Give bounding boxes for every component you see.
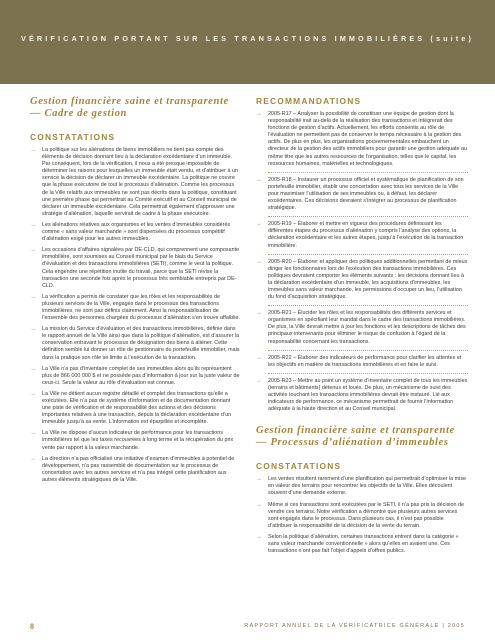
list-item: → 2005-R18 – Instaurer un processus officiel et systématique de planification de son portefeuille immobilier, établir une concertation avec tous les services de la Ville pour maximiser l’utilisation de ses immeubles ou, à défaut, les déclarer excédentaires. Ces décisions devraient s’intégrer au processus de planification stratégique.: [256, 176, 464, 212]
left-column: [30, 96, 240, 488]
list-item: → Les occasions d’affaires signalées par DE-CLD, qui comprennent une composante immobilière, sont soumises au Conseil municipal par le biais du Service d’évaluation et des transactions immobilières (SETI), comme le veut la politique. Cela engendre une répétition inutile du travail, parce que la SETI révise la transaction une seconde fois après le processus très semblable entrepris par DE-CLD.: [30, 247, 240, 289]
divider: [268, 350, 468, 351]
banner-title: VÉRIFICATION PORTANT SUR LES TRANSACTIONS IMMOBILIÈRES (suite): [21, 34, 474, 43]
list-item: → La politique sur les aliénations de biens immobiliers ne tient pas compte des éléments de décision donnant lieu à la déclaration excédentaire d’un immeuble. Par conséquent, lors de la vérification, il nous a été presque impossible de déterminer les raisons pour lesquelles un immeuble était vendu, et d’attribuer à un service la décision de déclarer un immeuble excédentaire. La politique ne couvre que la phase exécutoire de tout le processus d’aliénation. Comme les processus de la Ville relatifs aux immeubles ne sont pas décrits dans la politique, constituant une première phase qui permettrait au Comité exécutif et au Conseil municipal de déclarer un immeuble excédentaire. Cela permettrait également d’approuver une stratégie d’aliénation, laquelle servirait de cadre à la phase exécutoire.: [30, 147, 238, 217]
arrow-icon: →: [256, 533, 262, 540]
list-item: → 2005-R23 – Mettre au point un système d’inventaire complet de tous les immeubles (terrains et bâtiments) détenus et loués. De plus, un mécanisme de suivi des activités touchant les transactions immobilières devrait être instauré. Lié aux indicateurs de performance, ce mécanisme permettrait de fournir l’information adéquate à la haute direction et au Conseil municipal.: [256, 377, 468, 413]
section-title-processus-alienation: Gestion financière saine et transparente — Processus d’aliénation d’immeubles: [256, 425, 455, 449]
arrow-icon: →: [256, 111, 262, 117]
spacer: [256, 417, 468, 425]
section-title-cadre-gestion: Gestion financière saine et transparente — Cadre de gestion: [30, 96, 229, 119]
list-item: → Selon la politique d’aliénation, certaines transactions entrent dans la catégorie « sans valeur marchande conventionnelle » alors qu’elles en avaient une. Ces transactions n’ont pas fait l’objet d’appels d’offres publics.: [256, 533, 459, 555]
arrow-icon: →: [256, 310, 262, 317]
constatations-heading: CONSTATATIONS: [256, 461, 342, 472]
list-item: → 2005-R19 – Élaborer et mettre en vigueur des procédures définissant les différentes étapes du processus d’aliénation y compris l’analyse des options, la déclaration excédentaire et les autres étapes, jusqu’à l’exécution de la transaction immobilière.: [256, 221, 464, 249]
divider: [268, 216, 468, 217]
arrow-icon: →: [30, 147, 36, 153]
page-footer: [30, 622, 465, 632]
list-item: → Les aliénations relatives aux organismes et les ventes d’immeubles considérés comme « sans valeur marchande » sont dispensées du processus compétitif d’aliénation exigé pour les autres immeubles.: [30, 221, 231, 243]
arrow-icon: →: [30, 293, 36, 300]
divider: [268, 254, 468, 255]
list-item: → 2005-R20 – Élaborer et appliquer des politiques additionnelles permettant de mieux diriger les fonctionnaires lors de l’exécution des transactions immobilières. Ces politiques devraient comporter les éléments suivants : les décisions donnant lieu à la déclaration excédentaire d’un immeuble, les acquisitions d’immeubles, les immeubles sans valeur marchande, les permissions d’occuper un lieu, l’utilisation du fond d’acquisition stratégique.: [256, 258, 468, 301]
recommandations-heading: RECOMMANDATIONS: [256, 96, 362, 106]
footer-text: RAPPORT ANNUEL DE LA VÉRIFICATRICE GÉNÉRALE | 2005: [244, 623, 465, 629]
arrow-icon: →: [30, 247, 36, 254]
right-column: [256, 96, 468, 559]
arrow-icon: →: [256, 354, 262, 361]
divider: [268, 305, 468, 306]
list-item: → La Ville ne détient aucun registre détaillé et complet des transactions qu’elle a exécutées. Elle n’a pas de système d’information et de documentation donnant une piste de vérification et de responsabilité des actions et des décisions importantes relatives à une transaction, depuis la déclaration excédentaire d’un immeuble jusqu’à sa vente. L’information est éparpillée et incomplète.: [30, 390, 232, 426]
constatations-list: [256, 476, 468, 555]
arrow-icon: →: [256, 476, 262, 483]
constatations-list: [30, 147, 240, 484]
list-item: → La Ville n’a pas d’inventaire complet de ses immeubles alors qu’ils représentent plus de 866 000 000 $ et ne possède pas d’information à jour sur la juste valeur de ceux-ci. Seule la valeur au rôle d’évaluation est connue.: [30, 365, 240, 386]
arrow-icon: →: [256, 258, 262, 265]
arrow-icon: →: [256, 501, 262, 508]
list-item: → La Ville ne dispose d’aucun indicateur de performance pour les transactions immobilières tel que les taxes recouvrées à long terme et la récupération du prix vente par rapport à la valeur marchande.: [30, 430, 234, 451]
arrow-icon: →: [30, 365, 36, 372]
list-item: → Même si ces transactions sont exécutées par le SETI, il n’a pas pris la décision de vendre ces terrains. Notre vérification a démontré que plusieurs autres services sont engagés dans le processus. Dans plusieurs cas, il n’est pas possible d’attribuer la responsabilité de la décision de la vente du terrain.: [256, 501, 464, 529]
header-banner: [0, 0, 495, 84]
arrow-icon: →: [256, 377, 262, 384]
list-item: → La mission du Service d’évaluation et des transactions immobilières, définie dans le rapport annuel de la Ville ainsi que dans la politique d’aliénation, est d’assurer la conservation entravant le processus de désignation des biens à aliéner. Cette définition semble lui donner un rôle de gestionnaire du portefeuille immobilier, mais dans la pratique son rôle se limite à l’exécution de la transaction.: [30, 326, 240, 361]
divider: [268, 172, 468, 173]
arrow-icon: →: [30, 221, 36, 228]
constatations-heading: CONSTATATIONS: [30, 132, 116, 142]
page-number: 8: [30, 622, 36, 631]
arrow-icon: →: [30, 390, 36, 397]
list-item: → 2005-R22 – Élaborer des indicateurs de performance pour clarifier les attentes et les objectifs en matière de transactions immobilières et en faire le suivi.: [256, 354, 462, 368]
arrow-icon: →: [30, 326, 36, 333]
arrow-icon: →: [30, 430, 36, 437]
list-item: → 2005-R21 – Élucider les rôles et les responsabilités des différents services et organismes en spécifiant leur mandat dans le cadre des transactions immobilières. De plus, la Ville devrait mettre à jour les fonctions et les descriptions de tâches des principaux intervenants pour éliminer le risque de confusion à l’égard de la responsabilité concernant les transactions.: [256, 310, 466, 345]
recommandations-list: [256, 111, 468, 413]
arrow-icon: →: [256, 221, 262, 228]
divider: [268, 373, 468, 374]
arrow-icon: →: [30, 455, 36, 462]
list-item: → 2005-R17 – Analyser la possibilité de constituer une équipe de gestion dont la responsabilité irait au-delà de la réalisation des transactions et intégrerait des fonctions de gestion d’actifs. Actuellement, les efforts consentis au rôle de l’évaluation ne permettent pas de conserver le temps nécessaire à la gestion des actifs. De plus en plus, les organisations gouvernementales embauchent un directeur de la gestion des actifs immobiliers pour garantir une gestion adéquate au même titre que les autres ressources de l’organisation, telles que le capital, les ressources humaines, matérielles et technologiques.: [256, 111, 467, 167]
arrow-icon: →: [256, 176, 262, 183]
list-item: → La vérification a permis de constater que les rôles et les responsabilités de plusieurs services de la Ville, engagés dans le processus des transactions immobilières, ne sont pas définis clairement. Ainsi la responsabilisation de l’ensemble des personnes chargées du processus d’aliénation s’en trouve affaiblie.: [30, 293, 240, 322]
list-item: → Les ventes résultent rarement d’une planification qui permettrait d’optimiser la mise en valeur des terrains pour rencontrer les objectifs de la Ville. Elles découlent souvent d’une demande externe.: [256, 476, 467, 497]
list-item: → La direction n’a pas officialisé une initiative d’examen d’immeubles à potentiel de développement, n’a pas rassemblé de documentation sur le processus de concertation avec les autres services et n’a pas intégré cette planification aux autres éléments stratégiques de la Ville.: [30, 455, 235, 483]
